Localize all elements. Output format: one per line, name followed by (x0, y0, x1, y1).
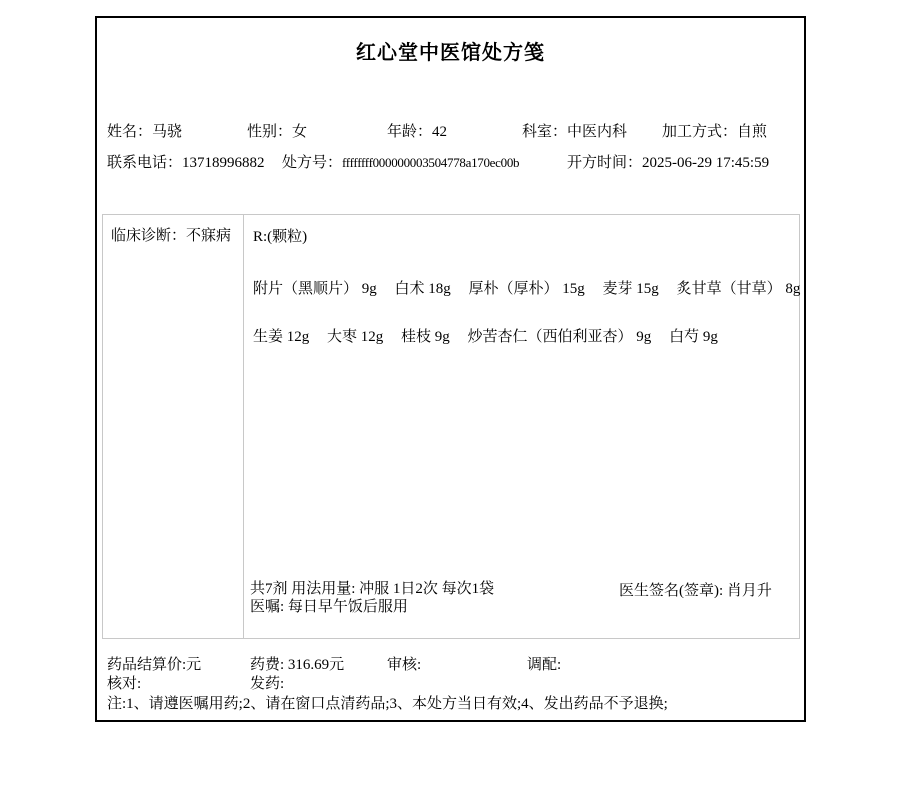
medicine-item: 白芍 9g (669, 329, 718, 345)
medicine-item: 附片（黑顺片） 9g (253, 281, 377, 297)
medicine-item: 大枣 12g (327, 329, 384, 345)
review-field: 审核: (387, 657, 422, 673)
diagnosis-value: 不寐病 (186, 228, 232, 244)
dispense-field: 调配: (527, 657, 562, 673)
fee-field (250, 653, 344, 674)
medicine-line-2 (253, 325, 732, 346)
medicine-item: 炙甘草（甘草） 8g (676, 281, 801, 297)
note-line: 注:1、请遵医嘱用药;2、请在窗口点清药品;3、本处方当日有效;4、发出药品不予退换; (107, 696, 668, 712)
settlement-price-label: 药品结算价: (107, 657, 187, 673)
patient-age-field (387, 120, 447, 141)
fee-value: 316.69元 (287, 657, 345, 673)
diagnosis-column-divider (243, 215, 244, 638)
department-value: 中医内科 (567, 124, 628, 140)
medicine-item: 厚朴（厚朴） 15g (468, 281, 585, 297)
prescription-time-label: 开方时间： (567, 155, 643, 171)
processing-method-value: 自煎 (737, 124, 768, 140)
page-title: 红心堂中医馆处方笺 (356, 42, 545, 64)
settlement-price-value: 元 (186, 657, 202, 673)
medicine-item: 桂枝 9g (401, 329, 450, 345)
processing-method-field (662, 120, 767, 141)
medicine-line-1 (253, 277, 814, 298)
patient-name-field (107, 120, 182, 141)
prescription-number-value: ffffffff000000003504778a170ec00b (342, 155, 520, 170)
diagnosis-label: 临床诊断： (111, 228, 187, 244)
instruction-line: 医嘱: 每日早午饭后服用 (250, 599, 408, 615)
patient-gender-field (247, 120, 307, 141)
patient-gender-label: 性别： (247, 124, 293, 140)
prescription-time-field (567, 151, 769, 172)
prescription-body-box (102, 214, 800, 639)
prescription-sheet (95, 16, 806, 722)
doctor-signature-label: 医生签名(签章): (619, 583, 724, 599)
department-field (522, 120, 627, 141)
diagnosis-field (111, 224, 231, 245)
processing-method-label: 加工方式： (662, 124, 738, 140)
medicine-item: 麦芽 15g (602, 281, 659, 297)
phone-value: 13718996882 (182, 155, 265, 171)
settlement-price-field (107, 653, 201, 674)
usage-line: 共7剂 用法用量: 冲服 1日2次 每次1袋 (250, 581, 495, 597)
prescription-number-label: 处方号： (282, 155, 343, 171)
patient-age-label: 年龄： (387, 124, 433, 140)
prescription-time-value: 2025-06-29 17:45:59 (642, 155, 770, 171)
medicine-item: 白术 18g (394, 281, 451, 297)
patient-name-value: 马骁 (152, 124, 183, 140)
check-field: 核对: (107, 676, 142, 692)
department-label: 科室： (522, 124, 568, 140)
patient-name-label: 姓名： (107, 124, 153, 140)
doctor-signature-field (619, 579, 772, 600)
rx-header: R:(颗粒) (253, 229, 308, 245)
fee-label: 药费: (250, 657, 285, 673)
medicine-item: 生姜 12g (253, 329, 310, 345)
prescription-number-field (282, 151, 519, 172)
patient-age-value: 42 (432, 124, 448, 140)
patient-gender-value: 女 (292, 124, 308, 140)
doctor-signature-name: 肖月升 (726, 583, 772, 599)
medicine-item: 炒苦杏仁（西伯利亚杏） 9g (467, 329, 652, 345)
phone-field (107, 151, 265, 172)
phone-label: 联系电话： (107, 155, 183, 171)
issue-field: 发药: (250, 676, 285, 692)
